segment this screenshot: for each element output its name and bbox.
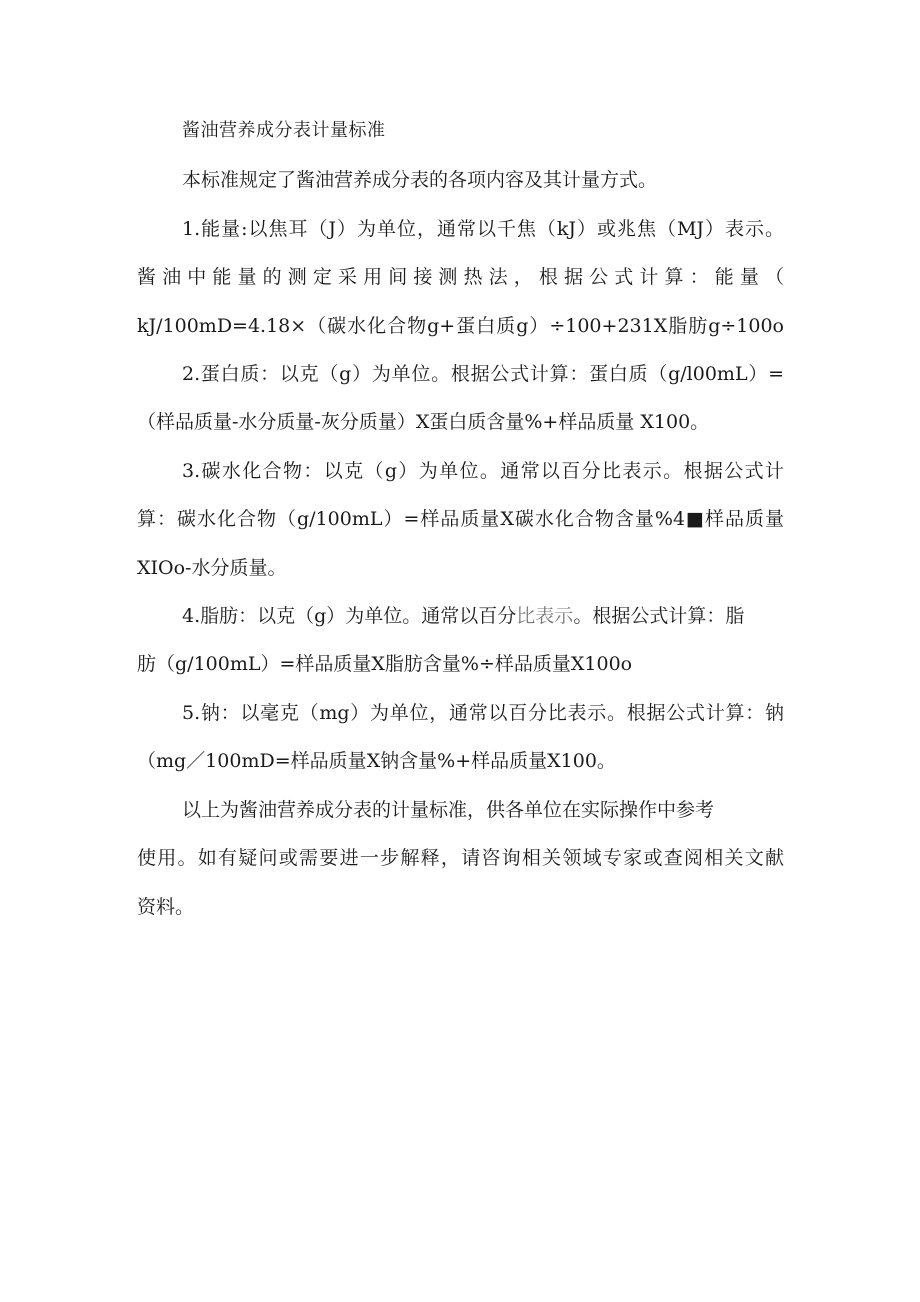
sodium-paragraph-line-2: （mg／100mD=样品质量X钠含量%+样品质量X100。 (137, 750, 616, 772)
carbohydrate-paragraph-line-3: XIOo-水分质量。 (137, 557, 287, 579)
energy-paragraph-line-2: 酱油中能量的测定采用间接测热法，根据公式计算：能量（ (137, 266, 784, 288)
fat-text-part-2: 比表示 (516, 605, 574, 627)
energy-paragraph-line-3: kJ/100mD=4.18×（碳水化合物g+蛋白质g）÷100+231X脂肪g÷100o (137, 315, 784, 337)
energy-paragraph-line-1: 1.能量:以焦耳（J）为单位，通常以千焦（kJ）或兆焦（MJ）表示。 (182, 218, 784, 240)
protein-paragraph-line-2: （样品质量-水分质量-灰分质量）X蛋白质含量%+样品质量 X100。 (137, 411, 710, 433)
fat-paragraph-line-2: 肪（g/100mL）=样品质量X脂肪含量%÷样品质量X100o (137, 653, 633, 675)
fat-text-part-3: 。根据公式计算：脂 (573, 605, 745, 627)
carbohydrate-paragraph-line-2: 算：碳水化合物（g/100mL）=样品质量X碳水化合物含量%4■样品质量 (137, 508, 784, 530)
document-title: 酱油营养成分表计量标准 (182, 120, 386, 141)
carbohydrate-paragraph-line-1: 3.碳水化合物：以克（g）为单位。通常以百分比表示。根据公式计 (182, 460, 784, 482)
closing-paragraph-line-3: 资料。 (137, 896, 195, 918)
closing-paragraph-line-2: 使用。如有疑问或需要进一步解释，请咨询相关领域专家或查阅相关文献 (137, 847, 784, 869)
fat-paragraph-line-1 (182, 603, 784, 629)
intro-paragraph: 本标准规定了酱油营养成分表的各项内容及其计量方式。 (182, 169, 658, 191)
fat-text-part-1: 4.脂肪：以克（g）为单位。通常以百分 (182, 605, 517, 627)
closing-paragraph-line-1: 以上为酱油营养成分表的计量标准，供各单位在实际操作中参考 (182, 799, 715, 821)
sodium-paragraph-line-1: 5.钠：以毫克（mg）为单位，通常以百分比表示。根据公式计算：钠 (182, 702, 784, 724)
protein-paragraph-line-1: 2.蛋白质：以克（g）为单位。根据公式计算：蛋白质（g/l00mL）= (182, 363, 784, 385)
